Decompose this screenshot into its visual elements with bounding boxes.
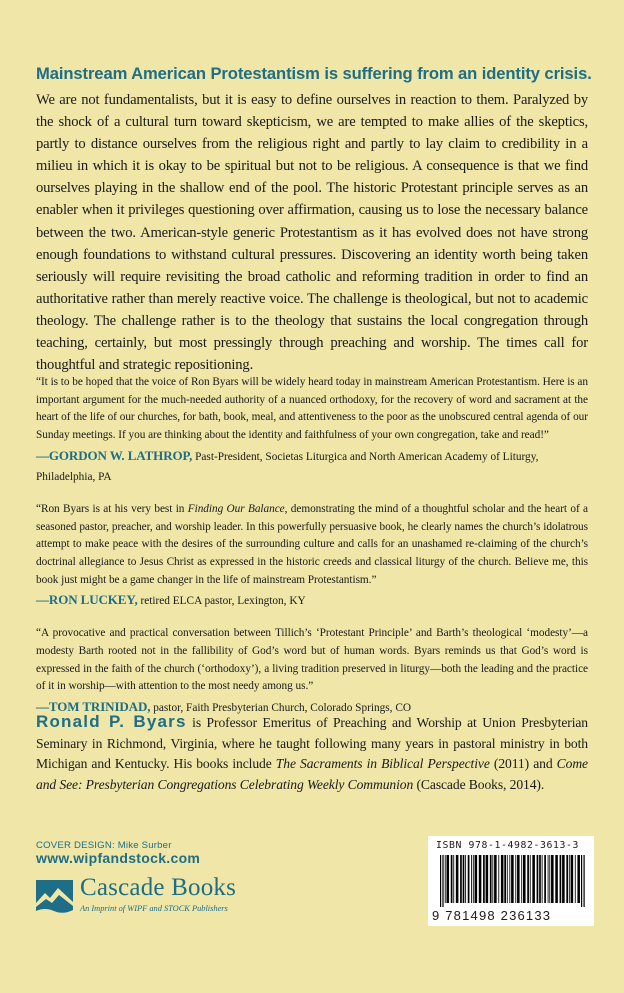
book-title: The Sacraments in Biblical Perspective <box>275 756 490 772</box>
barcode-bar <box>532 855 535 903</box>
publisher-website: www.wipfandstock.com <box>36 850 201 866</box>
barcode-bar <box>507 855 508 903</box>
barcode-bar <box>494 855 497 903</box>
barcode-bar <box>542 855 543 903</box>
barcode-bar <box>504 855 506 903</box>
barcode-bar <box>584 855 585 907</box>
barcode-bar <box>517 855 520 903</box>
endorsement-quote: “A provocative and practical conversation between Tillich’s ‘Protestant Principle’ and Barth’s theological ‘modesty’—a modesty Barth rooted not in the fallibility of God’s word but of human words. Byars reminds us that God’s word is expressed in the faith of the church (‘orthodoxy’), a living tradition preserved in liturgy—both the leading and the practice of it in worship—with attention to the most needy among us.” <box>36 627 588 693</box>
barcode-bar <box>483 855 485 903</box>
endorsement-attribution <box>36 446 588 487</box>
barcode-bar <box>569 855 570 903</box>
barcode-bar <box>442 855 443 907</box>
barcode-bar <box>447 855 450 903</box>
barcode-bar <box>571 855 574 903</box>
barcode-bar <box>453 855 454 903</box>
barcode-bar <box>475 855 478 903</box>
cover-design-credit: COVER DESIGN: Mike Surber <box>36 840 172 851</box>
intro-paragraph: We are not fundamentalists, but it is easy to define ourselves in reaction to them. Paralyzed by the shock of a cultural turn toward skepticism, we are tempted to make allies of the skeptics, partly to distance ourselves from the religious right and partly to lay claim to credibility in a milieu in which it is okay to be spiritual but not to be religious. A consequence is that we find ourselves playing in the shallow end of the pool. The historic Protestant principle serves as an enabler when it privileges questioning over affirmation, causing us to lose the necessary balance between the two. American-style generic Protestantism as it has evolved does not have strong enough foundations to withstand cultural pressures. Discovering an identity worth being taken seriously will require revisiting the broad catholic and reforming tradition in order to find an authoritative rather than merely reactive voice. The challenge is theological, but not to academic theology. The challenge rather is to the theology that sustains the local congregation through teaching, certainly, but most pressingly through preaching and worship. The times call for thoughtful and strategic repositioning. <box>36 92 588 374</box>
barcode-bar <box>560 855 562 903</box>
endorsement-lathrop <box>36 374 588 487</box>
barcode-bar <box>555 855 558 903</box>
endorsement-trinidad <box>36 625 588 718</box>
barcode-bar <box>549 855 550 903</box>
endorsement-luckey <box>36 501 588 612</box>
endorsement-attribution <box>36 590 588 611</box>
endorser-role: Past-President, Societas Liturgica and North American Academy of Liturgy, Philadelphia, PA <box>36 450 539 483</box>
barcode-bar <box>523 855 526 903</box>
barcode-bar <box>490 855 492 903</box>
endorser-name: —GORDON W. LATHROP, <box>36 447 193 463</box>
barcode-bar <box>566 855 568 903</box>
barcode-bar <box>575 855 576 903</box>
barcode-bar <box>451 855 453 903</box>
barcode-bar <box>460 855 462 903</box>
endorsements <box>36 374 588 732</box>
barcode-bar <box>537 855 539 903</box>
publisher-name: Cascade Books <box>80 874 237 901</box>
barcode-bar <box>577 855 580 903</box>
barcode-bar <box>527 855 529 903</box>
barcode-bar <box>468 855 470 903</box>
barcode-bar <box>530 855 531 903</box>
author-name: Ronald P. Byars <box>36 712 187 731</box>
barcode-bar <box>445 855 446 903</box>
endorser-name: —RON LUCKEY, <box>36 592 138 608</box>
barcode-bar <box>486 855 489 903</box>
barcode-bar <box>548 855 549 903</box>
isbn-barcode <box>428 836 594 926</box>
barcode-bar <box>492 855 493 903</box>
endorsement-quote: “It is to be hoped that the voice of Ron Byars will be widely heard today in mainstream American Protestantism. Here is an important argument for the much-needed authority of a nuanced orthodoxy, for the recovery of word and sacrament at the heart of the life of our churches, for bath, book, meal, and attentiveness to the poor as the unobscured central agenda of our Sunday meetings. If you are thinking about the identity and faithfulness of your own congregation, take and read!” <box>36 376 588 442</box>
barcode-bars <box>436 855 586 907</box>
book-title: Come and See: Presbyterian Congregations Celebrating Weekly Communion <box>36 756 588 792</box>
publisher-tagline: An Imprint of WIPF and STOCK Publishers <box>80 904 228 913</box>
barcode-bar <box>511 855 514 903</box>
endorser-role: retired ELCA pastor, Lexington, KY <box>137 595 306 608</box>
barcode-bar <box>551 855 554 903</box>
endorser-role: pastor, Faith Presbyterian Church, Colorado Springs, CO <box>150 702 412 715</box>
barcode-digits: 9 781498 236133 <box>432 908 552 923</box>
author-bio: Ronald P. Byars is Professor Emeritus of Preaching and Worship at Union Presbyterian Seminary in Richmond, Virginia, where he taught following many years in pastoral ministry in both Michigan and Kentucky. His books include The Sacraments in Biblical Perspective (2011) and Come and See: Presbyterian Congregations Celebrating Weekly Communion (Cascade Books, 2014). <box>36 712 589 792</box>
publisher-logo <box>36 874 276 920</box>
barcode-bar <box>440 855 441 907</box>
barcode-bar <box>515 855 516 903</box>
cascade-mountain-icon <box>36 880 73 916</box>
headline: Mainstream American Protestantism is suffering from an identity crisis. <box>36 64 592 83</box>
barcode-bar <box>473 855 474 903</box>
barcode-bar <box>581 855 582 907</box>
barcode-bar <box>562 855 565 903</box>
barcode-bar <box>498 855 499 903</box>
barcode-bar <box>501 855 504 903</box>
barcode-bar <box>521 855 522 903</box>
barcode-bar <box>463 855 465 903</box>
barcode-bar <box>544 855 546 903</box>
barcode-bar <box>456 855 459 903</box>
barcode-bar <box>509 855 510 903</box>
endorser-name: —TOM TRINIDAD, <box>36 699 151 715</box>
endorsement-quote: “Ron Byars is at his very best in Finding Our Balance, demonstrating the mind of a thoughtful scholar and the heart of a seasoned pastor, preacher, and worship leader. In this powerfully persuasive book, he clearly names the church’s idolatrous attempt to make peace with the desires of the surrounding culture and calls for an unashamed re-claiming of the church’s doctrinal allegiance to Jesus Christ as expressed in the historic creeds and classical liturgy of the church. Believe me, this book just might be a game changer in the life of mainstream Protestantism.” <box>36 502 588 586</box>
isbn-label: ISBN 978-1-4982-3613-3 <box>436 840 579 851</box>
barcode-bar <box>539 855 541 903</box>
barcode-bar <box>471 855 472 903</box>
book-title: Finding Our Balance <box>187 502 285 515</box>
barcode-bar <box>479 855 482 903</box>
barcode-bar <box>465 855 466 903</box>
